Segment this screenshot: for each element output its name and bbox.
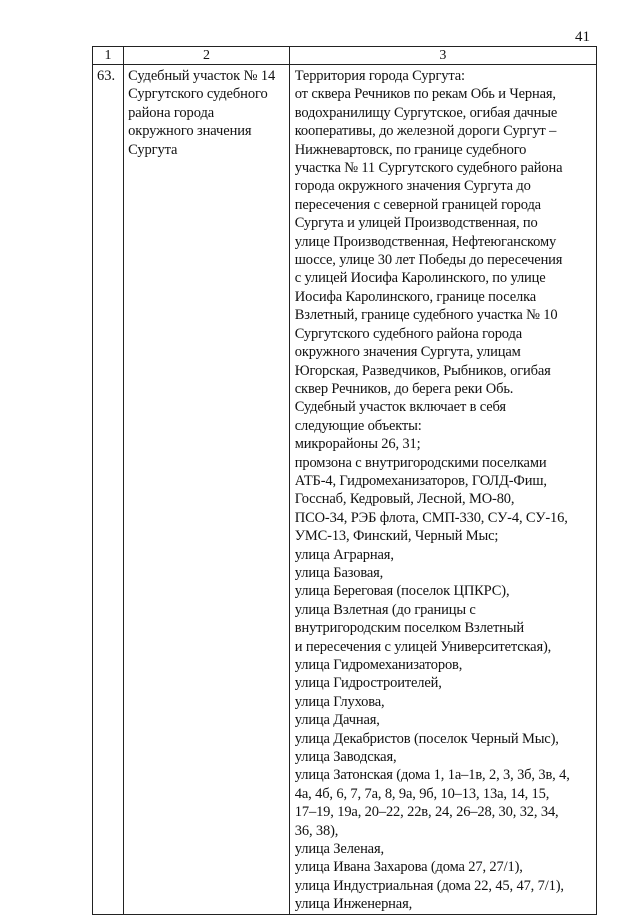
territory-description-line: Югорская, Разведчиков, Рыбников, огибая xyxy=(294,362,551,379)
territory-description-line: с улицей Иосифа Каролинского, по улице xyxy=(294,270,546,287)
court-district-name-line: Сургута xyxy=(128,141,178,158)
territory-description-line: УМС-13, Финский, Черный Мыс; xyxy=(294,528,499,545)
territory-description-line: микрорайоны 26, 31; xyxy=(294,436,421,453)
court-district-name-line: окружного значения xyxy=(128,123,252,140)
territory-description-line: улица Взлетная (до границы с xyxy=(294,601,476,618)
territory-description-line: улица Инженерная, xyxy=(294,896,413,913)
territory-description-line: улица Глухова, xyxy=(294,693,385,710)
territory-description-line: АТБ-4, Гидромеханизаторов, ГОЛД-Фиш, xyxy=(294,472,547,489)
column-number-2: 2 xyxy=(124,47,290,65)
territory-description-line: улица Заводская, xyxy=(294,749,397,766)
territory-description-line: улице Производственная, Нефтеюганскому xyxy=(294,233,557,250)
territory-description-line: кооперативы, до железной дороги Сургут – xyxy=(294,123,557,140)
territory-description-line: Сургутского судебного района города xyxy=(294,325,522,342)
territory-description-line: улица Зеленая, xyxy=(294,841,384,858)
territory-description-line: внутригородским поселком Взлетный xyxy=(294,620,524,637)
territory-description-line: окружного значения Сургута, улицам xyxy=(294,344,521,361)
territory-description-line: Нижневартовск, по границе судебного xyxy=(294,141,527,158)
territory-description-line: 17–19, 19а, 20–22, 22в, 24, 26–28, 30, 32, 34, xyxy=(294,804,559,821)
territory-description-line: сквер Речников, до берега реки Обь. xyxy=(294,380,514,397)
column-number-1: 1 xyxy=(93,47,124,65)
table-row xyxy=(93,65,597,915)
territory-description-line: Судебный участок включает в себя xyxy=(294,399,506,416)
column-numbers-row xyxy=(93,47,597,65)
territory-description xyxy=(289,65,596,915)
court-district-name-line: Судебный участок № 14 xyxy=(128,68,276,84)
row-number: 63. xyxy=(93,65,124,915)
column-number-3: 3 xyxy=(289,47,596,65)
territory-description-line: 36, 38), xyxy=(294,822,339,839)
territory-description-line: улица Ивана Захарова (дома 27, 27/1), xyxy=(294,859,523,876)
territory-description-line: Взлетный, границе судебного участка № 10 xyxy=(294,307,558,324)
territory-description-line: и пересечения с улицей Университетская), xyxy=(294,638,552,655)
court-districts-table xyxy=(92,46,597,915)
court-district-name xyxy=(124,65,290,915)
territory-description-line: улица Аграрная, xyxy=(294,546,394,563)
territory-description-line: следующие объекты: xyxy=(294,417,422,434)
territory-description-line: участка № 11 Сургутского судебного района xyxy=(294,160,563,177)
territory-description-line: от сквера Речников по рекам Обь и Черная, xyxy=(294,86,556,103)
court-district-name-line: Сургутского судебного xyxy=(128,86,268,103)
territory-description-line: водохранилищу Сургутское, огибая дачные xyxy=(294,104,558,121)
territory-description-line: шоссе, улице 30 лет Победы до пересечения xyxy=(294,252,563,269)
territory-description-line: улица Дачная, xyxy=(294,712,380,729)
territory-description-line: Иосифа Каролинского, границе поселка xyxy=(294,288,537,305)
territory-description-line: улица Базовая, xyxy=(294,564,384,581)
territory-description-line: улица Гидромеханизаторов, xyxy=(294,657,463,673)
territory-description-line: улица Гидростроителей, xyxy=(294,675,442,692)
page-number: 41 xyxy=(575,29,590,45)
territory-description-line: Госснаб, Кедровый, Лесной, МО-80, xyxy=(294,491,515,508)
territory-description-line: Сургута и улицей Производственная, по xyxy=(294,215,538,232)
territory-description-line: Территория города Сургута: xyxy=(294,68,465,84)
territory-description-line: города окружного значения Сургута до xyxy=(294,178,531,195)
territory-description-line: промзона с внутригородскими поселками xyxy=(294,454,547,471)
territory-description-line: улица Декабристов (поселок Черный Мыс), xyxy=(294,730,559,747)
court-district-name-line: района города xyxy=(128,104,215,121)
territory-description-line: 4а, 4б, 6, 7, 7а, 8, 9а, 9б, 10–13, 13а, 14, 15, xyxy=(294,785,550,802)
territory-description-line: ПСО-34, РЭБ флота, СМП-330, СУ-4, СУ-16, xyxy=(294,509,568,526)
territory-description-line: пересечения с северной границей города xyxy=(294,196,541,213)
territory-description-line: улица Береговая (поселок ЦПКРС), xyxy=(294,583,510,600)
territory-description-line: улица Затонская (дома 1, 1а–1в, 2, 3, 3б, 3в, 4, xyxy=(294,767,570,784)
territory-description-line: улица Индустриальная (дома 22, 45, 47, 7/1), xyxy=(294,877,564,894)
